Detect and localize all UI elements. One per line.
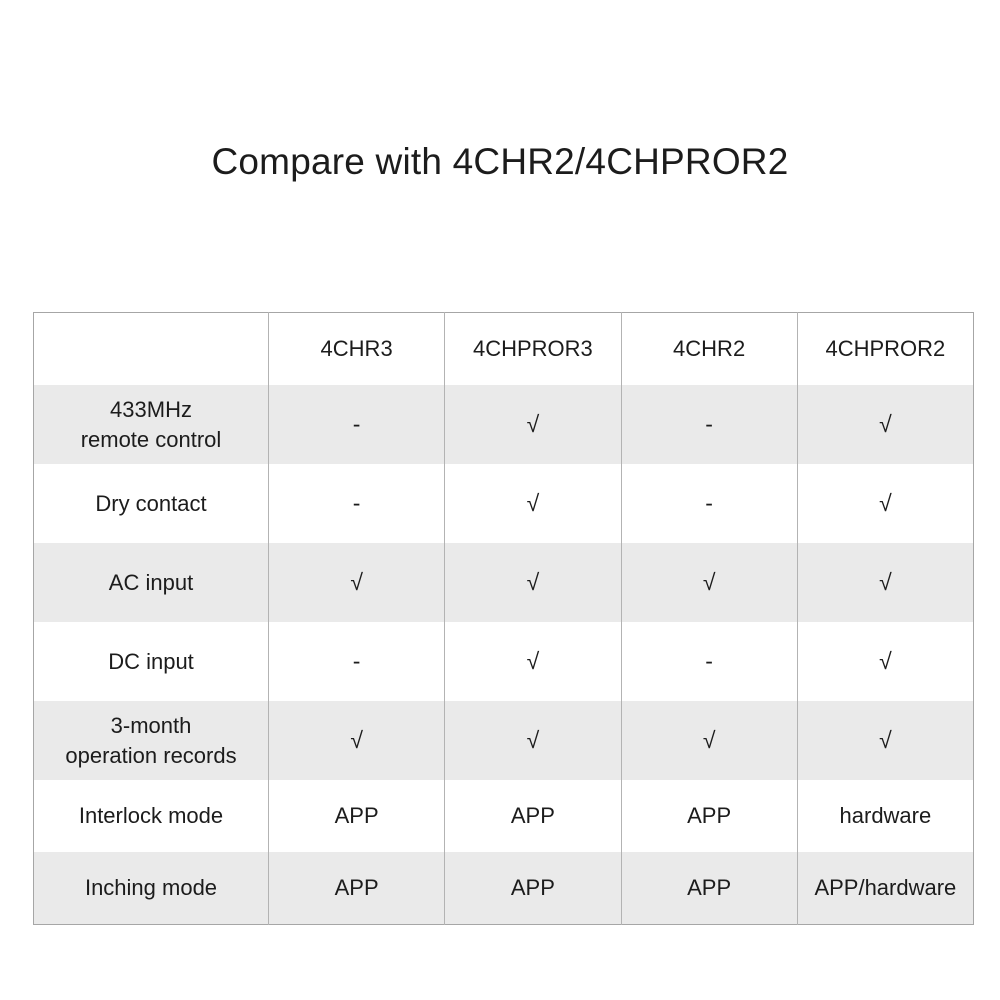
value-cell-4chr2 [621, 464, 797, 543]
table-header-row [34, 313, 974, 386]
column-header-4chr2: 4CHR2 [621, 313, 797, 386]
feature-label-line: Dry contact [95, 490, 207, 516]
value-mark: APP [334, 875, 379, 900]
value-mark: - [705, 489, 713, 516]
table-row [34, 543, 974, 622]
value-cell-4chr3 [269, 852, 445, 925]
value-mark: - [352, 489, 361, 516]
value-mark: - [352, 647, 361, 674]
feature-label-line: remote control [80, 426, 222, 452]
value-cell-4chpror2 [797, 385, 973, 464]
table-row [34, 622, 974, 701]
value-cell-4chpror3 [445, 701, 621, 780]
feature-label-cell [34, 622, 269, 701]
column-header-4chr3: 4CHR3 [269, 313, 445, 386]
value-mark: - [705, 410, 713, 437]
table-row [34, 701, 974, 780]
column-header-feature [34, 313, 269, 386]
feature-label-line: Interlock mode [78, 803, 224, 829]
value-cell-4chr3 [269, 543, 445, 622]
value-mark: √ [879, 726, 892, 753]
value-cell-4chr2 [621, 780, 797, 852]
value-cell-4chpror2 [797, 701, 973, 780]
table-header [34, 313, 974, 386]
page-title: Compare with 4CHR2/4CHPROR2 [211, 141, 789, 182]
value-mark: √ [879, 489, 892, 516]
comparison-table-container [33, 312, 973, 925]
column-header-4chpror2: 4CHPROR2 [797, 313, 973, 386]
value-cell-4chpror2 [797, 543, 973, 622]
value-cell-4chr2 [621, 701, 797, 780]
table-row [34, 780, 974, 852]
value-mark: APP [510, 875, 555, 900]
value-cell-4chpror2 [797, 852, 973, 925]
value-mark: √ [526, 647, 540, 674]
value-mark: √ [879, 410, 892, 437]
table-row [34, 852, 974, 925]
value-cell-4chr3 [269, 780, 445, 852]
value-mark: √ [702, 726, 716, 753]
value-mark: √ [526, 726, 540, 753]
table-row [34, 464, 974, 543]
value-mark: - [352, 410, 361, 437]
feature-label-line: 3-month [110, 712, 192, 738]
value-mark: APP [687, 875, 732, 900]
feature-label-cell [34, 852, 269, 925]
value-cell-4chpror3 [445, 622, 621, 701]
value-mark: √ [350, 568, 363, 595]
value-cell-4chr2 [621, 385, 797, 464]
feature-label-cell [34, 464, 269, 543]
value-cell-4chpror3 [445, 780, 621, 852]
value-mark: √ [526, 489, 540, 516]
value-cell-4chpror2 [797, 622, 973, 701]
column-header-4chpror3: 4CHPROR3 [445, 313, 621, 386]
value-mark: - [705, 647, 713, 674]
feature-label-line: operation records [65, 742, 237, 768]
value-mark: hardware [839, 803, 932, 828]
value-mark: APP/hardware [814, 875, 957, 900]
value-cell-4chpror2 [797, 464, 973, 543]
value-mark: √ [350, 726, 363, 753]
value-cell-4chr3 [269, 464, 445, 543]
value-mark: APP [334, 803, 379, 828]
value-cell-4chr3 [269, 701, 445, 780]
feature-label-cell [34, 701, 269, 780]
feature-label-line: DC input [108, 648, 194, 674]
value-mark: APP [510, 803, 555, 828]
value-mark: APP [687, 803, 732, 828]
value-cell-4chpror3 [445, 852, 621, 925]
table-row [34, 385, 974, 464]
feature-label-line: AC input [108, 569, 194, 595]
value-mark: √ [879, 568, 892, 595]
value-mark: √ [879, 647, 892, 674]
table-body [34, 385, 974, 925]
value-cell-4chr3 [269, 622, 445, 701]
value-mark: √ [526, 410, 540, 437]
value-cell-4chr2 [621, 852, 797, 925]
value-mark: √ [526, 568, 540, 595]
value-cell-4chr3 [269, 385, 445, 464]
feature-label-cell [34, 385, 269, 464]
value-cell-4chpror3 [445, 385, 621, 464]
feature-label-line: Inching mode [84, 875, 218, 901]
comparison-table [33, 312, 974, 925]
value-cell-4chpror3 [445, 543, 621, 622]
value-mark: √ [702, 568, 716, 595]
value-cell-4chpror3 [445, 464, 621, 543]
value-cell-4chr2 [621, 543, 797, 622]
value-cell-4chpror2 [797, 780, 973, 852]
feature-label-cell [34, 780, 269, 852]
value-cell-4chr2 [621, 622, 797, 701]
feature-label-cell [34, 543, 269, 622]
feature-label-line: 433MHz [110, 396, 192, 422]
